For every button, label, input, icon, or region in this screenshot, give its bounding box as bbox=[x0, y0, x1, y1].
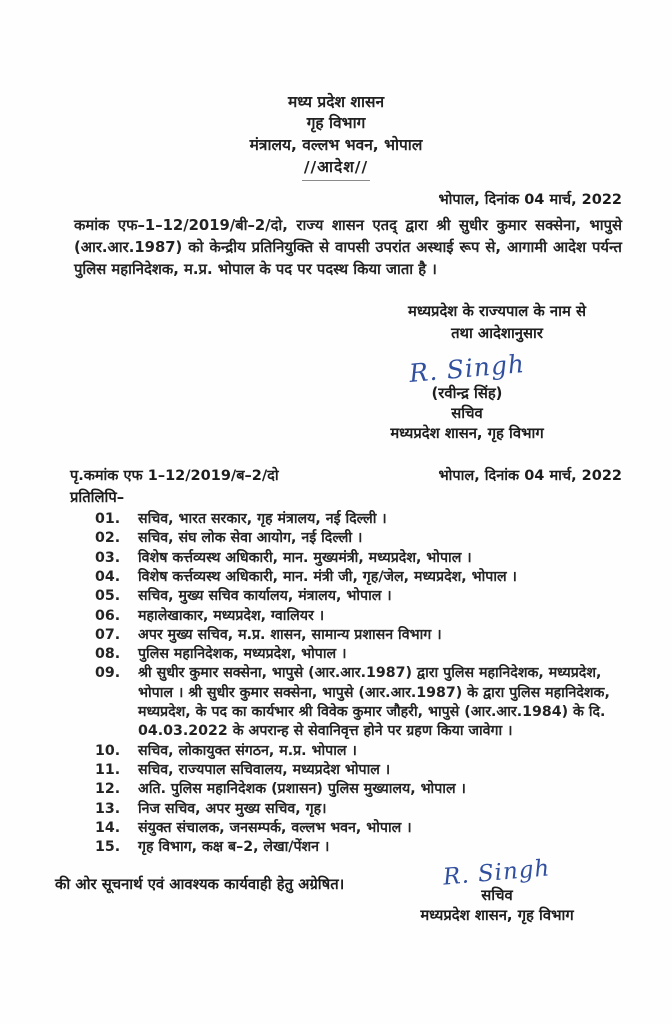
list-item bbox=[95, 568, 630, 587]
footer bbox=[0, 854, 672, 972]
list-item bbox=[95, 761, 630, 780]
letterhead bbox=[0, 0, 672, 181]
item-text: अपर मुख्य सचिव, म.प्र. शासन, सामान्य प्रशासन विभाग । bbox=[138, 626, 442, 643]
item-number: 07. bbox=[95, 626, 121, 643]
list-item bbox=[95, 529, 630, 548]
signatory-department: मध्यप्रदेश शासन, गृह विभाग bbox=[420, 906, 574, 924]
authority-statement bbox=[342, 301, 652, 344]
item-number: 09. bbox=[95, 665, 121, 682]
signature-block-middle bbox=[332, 348, 602, 443]
item-number: 04. bbox=[95, 568, 121, 585]
endorsement-ref-number: पृ.कमांक एफ 1–12/2019/ब–2/दो bbox=[70, 467, 279, 484]
place-dateline: भोपाल, दिनांक 04 मार्च, 2022 bbox=[438, 191, 622, 208]
authority-line-2: तथा आदेशानुसार bbox=[451, 324, 543, 342]
order-title: //आदेश// bbox=[302, 157, 370, 180]
item-number: 05. bbox=[95, 588, 121, 605]
list-item bbox=[95, 549, 630, 568]
endorsement-dateline: भोपाल, दिनांक 04 मार्च, 2022 bbox=[438, 467, 622, 484]
list-item bbox=[95, 742, 630, 761]
item-number: 13. bbox=[95, 800, 121, 817]
list-item bbox=[95, 510, 630, 529]
item-number: 11. bbox=[95, 762, 121, 779]
item-text: सचिव, भारत सरकार, गृह मंत्रालय, नई दिल्ली । bbox=[138, 510, 387, 527]
list-item bbox=[95, 819, 630, 838]
copy-to-list bbox=[95, 510, 630, 858]
item-number: 08. bbox=[95, 646, 121, 663]
list-item bbox=[95, 780, 630, 799]
signatory-department: मध्यप्रदेश शासन, गृह विभाग bbox=[390, 424, 544, 442]
list-item bbox=[95, 607, 630, 626]
list-item bbox=[95, 664, 630, 741]
item-text: महालेखाकार, मध्यप्रदेश, ग्वालियर । bbox=[138, 607, 325, 624]
signatory-name: (रवीन्द्र सिंह) bbox=[431, 384, 503, 402]
item-number: 03. bbox=[95, 549, 121, 566]
item-text: निज सचिव, अपर मुख्य सचिव, गृह। bbox=[138, 800, 327, 817]
list-item bbox=[95, 626, 630, 645]
item-text: सचिव, लोकायुक्त संगठन, म.प्र. भोपाल । bbox=[138, 742, 357, 759]
item-text: अति. पुलिस महानिदेशक (प्रशासन) पुलिस मुख्यालय, भोपाल । bbox=[138, 781, 466, 798]
order-paragraph: कमांक एफ–1–12/2019/बी–2/दो, राज्य शासन एतद् द्वारा श्री सुधीर कुमार सक्सेना, भापुसे (आर.आर.1987) को केन्द्रीय प्रतिनियुक्ति से वापसी उपरांत अस्थाई रूप से, आगामी आदेश पर्यन्त पुलिस महानिदेशक, म.प्र. भोपाल के पद पर पदस्थ किया जाता है । bbox=[74, 216, 622, 278]
list-item bbox=[95, 645, 630, 664]
department-name: गृह विभाग bbox=[306, 114, 366, 133]
item-number: 15. bbox=[95, 839, 121, 856]
signatory-designation: सचिव bbox=[481, 886, 513, 904]
endorsement-ref-row bbox=[70, 465, 622, 485]
list-item bbox=[95, 838, 630, 857]
list-item bbox=[95, 587, 630, 606]
signatory-designation: सचिव bbox=[451, 404, 483, 422]
item-number: 02. bbox=[95, 530, 121, 547]
authority-line-1: मध्यप्रदेश के राज्यपाल के नाम से bbox=[408, 303, 586, 321]
signature-block-bottom bbox=[382, 854, 612, 925]
item-text: संयुक्त संचालक, जनसम्पर्क, वल्लभ भवन, भोपाल । bbox=[138, 819, 412, 836]
item-text: सचिव, राज्यपाल सचिवालय, मध्यप्रदेश भोपाल । bbox=[138, 762, 391, 779]
item-text: विशेष कर्त्तव्यस्थ अधिकारी, मान. मुख्यमंत्री, मध्यप्रदेश, भोपाल । bbox=[138, 549, 472, 566]
copy-to-label: प्रतिलिपि– bbox=[70, 488, 125, 506]
item-number: 10. bbox=[95, 742, 121, 759]
item-number: 06. bbox=[95, 607, 121, 624]
government-name: मध्य प्रदेश शासन bbox=[287, 93, 385, 111]
item-text: गृह विभाग, कक्ष ब–2, लेखा/पेंशन । bbox=[138, 839, 330, 856]
signature-handwriting: R. Singh bbox=[442, 854, 552, 891]
item-number: 01. bbox=[95, 510, 121, 527]
item-text: श्री सुधीर कुमार सक्सेना, भापुसे (आर.आर.1987) द्वारा पुलिस महानिदेशक, मध्यप्रदेश, भोपाल । श्री सुधीर कुमार सक्सेना, भापुसे (आर.आर.1987) के द्वारा पुलिस महानिदेशक, मध्यप्रदेश, के पद का कार्यभार श्री विवेक कुमार जौहरी, भापुसे (आर.आर.1984) के दि. 04.03.2022 के अपरान्ह से सेवानिवृत्त होने पर ग्रहण किया जावेगा । bbox=[138, 665, 610, 740]
office-address: मंत्रालय, वल्लभ भवन, भोपाल bbox=[249, 135, 423, 154]
item-text: पुलिस महानिदेशक, मध्यप्रदेश, भोपाल । bbox=[138, 646, 347, 663]
item-text: सचिव, मुख्य सचिव कार्यालय, मंत्रालय, भोपाल । bbox=[138, 588, 392, 605]
list-item bbox=[95, 800, 630, 819]
item-text: विशेष कर्त्तव्यस्थ अधिकारी, मान. मंत्री जी, गृह/जेल, मध्यप्रदेश, भोपाल । bbox=[138, 568, 517, 585]
item-number: 14. bbox=[95, 819, 121, 836]
item-text: सचिव, संघ लोक सेवा आयोग, नई दिल्ली । bbox=[138, 530, 363, 547]
signature-handwriting: R. Singh bbox=[407, 348, 527, 388]
item-number: 12. bbox=[95, 781, 121, 798]
forwarding-note: की ओर सूचनार्थ एवं आवश्यक कार्यवाही हेतु अग्रेषित। bbox=[55, 875, 345, 893]
